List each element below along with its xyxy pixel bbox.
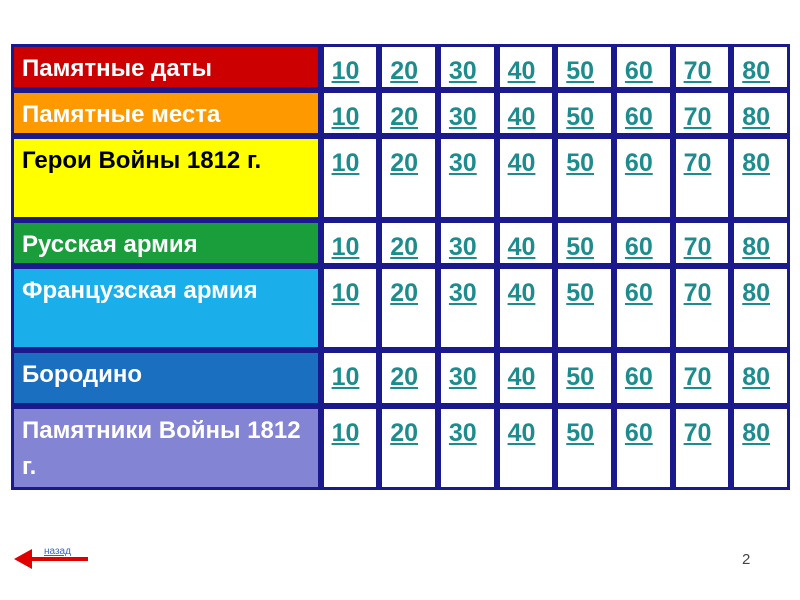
question-link[interactable]: 30 (448, 363, 477, 391)
question-link[interactable]: 60 (624, 279, 653, 307)
question-cell (497, 406, 556, 490)
question-cell (731, 406, 790, 490)
board-row (11, 220, 790, 266)
question-cell (614, 220, 673, 266)
question-link[interactable]: 50 (566, 149, 595, 177)
question-link[interactable]: 20 (390, 279, 419, 307)
question-link[interactable]: 50 (566, 279, 595, 307)
question-cell (379, 350, 438, 406)
question-cell (614, 136, 673, 220)
back-button[interactable] (14, 548, 88, 570)
question-cell (321, 90, 380, 136)
question-cell (673, 350, 732, 406)
question-cell (614, 90, 673, 136)
question-cell (497, 220, 556, 266)
question-cell (673, 220, 732, 266)
question-link[interactable]: 20 (390, 57, 419, 85)
question-link[interactable]: 50 (566, 57, 595, 85)
question-link[interactable]: 40 (507, 279, 536, 307)
question-cell (731, 44, 790, 90)
board-row (11, 90, 790, 136)
question-cell (497, 136, 556, 220)
board-row (11, 406, 790, 490)
question-cell (379, 406, 438, 490)
category-label: Герои Войны 1812 г. (11, 136, 321, 220)
game-board (11, 44, 790, 490)
question-cell (555, 90, 614, 136)
question-cell (497, 90, 556, 136)
question-link[interactable]: 10 (331, 103, 360, 131)
question-link[interactable]: 10 (331, 233, 360, 261)
question-link[interactable]: 40 (507, 103, 536, 131)
question-cell (673, 406, 732, 490)
question-cell (321, 266, 380, 350)
question-link[interactable]: 10 (331, 419, 360, 447)
question-cell (438, 350, 497, 406)
question-link[interactable]: 80 (742, 103, 771, 131)
question-link[interactable]: 50 (566, 103, 595, 131)
question-cell (555, 44, 614, 90)
question-cell (438, 266, 497, 350)
question-cell (379, 136, 438, 220)
question-link[interactable]: 60 (624, 233, 653, 261)
back-link-label[interactable]: назад (44, 546, 71, 557)
question-cell (497, 266, 556, 350)
question-cell (555, 220, 614, 266)
question-link[interactable]: 40 (507, 419, 536, 447)
question-cell (379, 44, 438, 90)
question-cell (438, 136, 497, 220)
question-link[interactable]: 50 (566, 419, 595, 447)
category-label: Памятные даты (11, 44, 321, 90)
question-link[interactable]: 40 (507, 57, 536, 85)
page-number: 2 (742, 551, 751, 568)
category-label: Памятники Войны 1812 г. (11, 406, 321, 490)
question-cell (321, 220, 380, 266)
question-link[interactable]: 60 (624, 419, 653, 447)
question-link[interactable]: 60 (624, 103, 653, 131)
question-link[interactable]: 70 (683, 57, 712, 85)
question-link[interactable]: 80 (742, 279, 771, 307)
question-cell (614, 266, 673, 350)
question-cell (614, 44, 673, 90)
question-link[interactable]: 20 (390, 149, 419, 177)
question-link[interactable]: 80 (742, 233, 771, 261)
question-link[interactable]: 20 (390, 419, 419, 447)
question-link[interactable]: 70 (683, 363, 712, 391)
question-link[interactable]: 40 (507, 363, 536, 391)
question-cell (731, 266, 790, 350)
question-link[interactable]: 80 (742, 149, 771, 177)
board-row (11, 266, 790, 350)
question-cell (614, 406, 673, 490)
question-cell (438, 220, 497, 266)
question-cell (438, 44, 497, 90)
question-cell (555, 266, 614, 350)
question-link[interactable]: 40 (507, 149, 536, 177)
question-link[interactable]: 30 (448, 279, 477, 307)
question-link[interactable]: 70 (683, 103, 712, 131)
question-link[interactable]: 30 (448, 233, 477, 261)
category-label: Памятные места (11, 90, 321, 136)
question-cell (673, 90, 732, 136)
question-cell (673, 136, 732, 220)
question-cell (614, 350, 673, 406)
question-link[interactable]: 70 (683, 419, 712, 447)
question-cell (438, 90, 497, 136)
board-row (11, 350, 790, 406)
question-cell (731, 136, 790, 220)
question-link[interactable]: 30 (448, 419, 477, 447)
question-link[interactable]: 70 (683, 149, 712, 177)
question-cell (673, 44, 732, 90)
question-link[interactable]: 80 (742, 419, 771, 447)
question-link[interactable]: 20 (390, 103, 419, 131)
question-link[interactable]: 10 (331, 57, 360, 85)
question-link[interactable]: 10 (331, 363, 360, 391)
category-label: Французская армия (11, 266, 321, 350)
question-cell (379, 220, 438, 266)
question-cell (731, 90, 790, 136)
question-cell (321, 350, 380, 406)
question-link[interactable]: 70 (683, 233, 712, 261)
question-link[interactable]: 50 (566, 363, 595, 391)
question-link[interactable]: 30 (448, 57, 477, 85)
question-cell (379, 90, 438, 136)
question-link[interactable]: 80 (742, 363, 771, 391)
question-link[interactable]: 60 (624, 363, 653, 391)
question-link[interactable]: 70 (683, 279, 712, 307)
question-cell (673, 266, 732, 350)
question-link[interactable]: 30 (448, 149, 477, 177)
question-cell (321, 44, 380, 90)
question-cell (321, 406, 380, 490)
question-link[interactable]: 60 (624, 57, 653, 85)
question-cell (731, 220, 790, 266)
question-cell (555, 350, 614, 406)
question-cell (731, 350, 790, 406)
question-cell (438, 406, 497, 490)
board-row (11, 44, 790, 90)
question-link[interactable]: 30 (448, 103, 477, 131)
question-cell (555, 136, 614, 220)
question-link[interactable]: 50 (566, 233, 595, 261)
question-cell (379, 266, 438, 350)
question-link[interactable]: 20 (390, 233, 419, 261)
category-label: Русская армия (11, 220, 321, 266)
category-label: Бородино (11, 350, 321, 406)
question-link[interactable]: 10 (331, 279, 360, 307)
question-cell (497, 44, 556, 90)
question-link[interactable]: 40 (507, 233, 536, 261)
board-row (11, 136, 790, 220)
question-link[interactable]: 20 (390, 363, 419, 391)
question-link[interactable]: 80 (742, 57, 771, 85)
question-cell (555, 406, 614, 490)
question-link[interactable]: 60 (624, 149, 653, 177)
question-cell (497, 350, 556, 406)
question-cell (321, 136, 380, 220)
question-link[interactable]: 10 (331, 149, 360, 177)
